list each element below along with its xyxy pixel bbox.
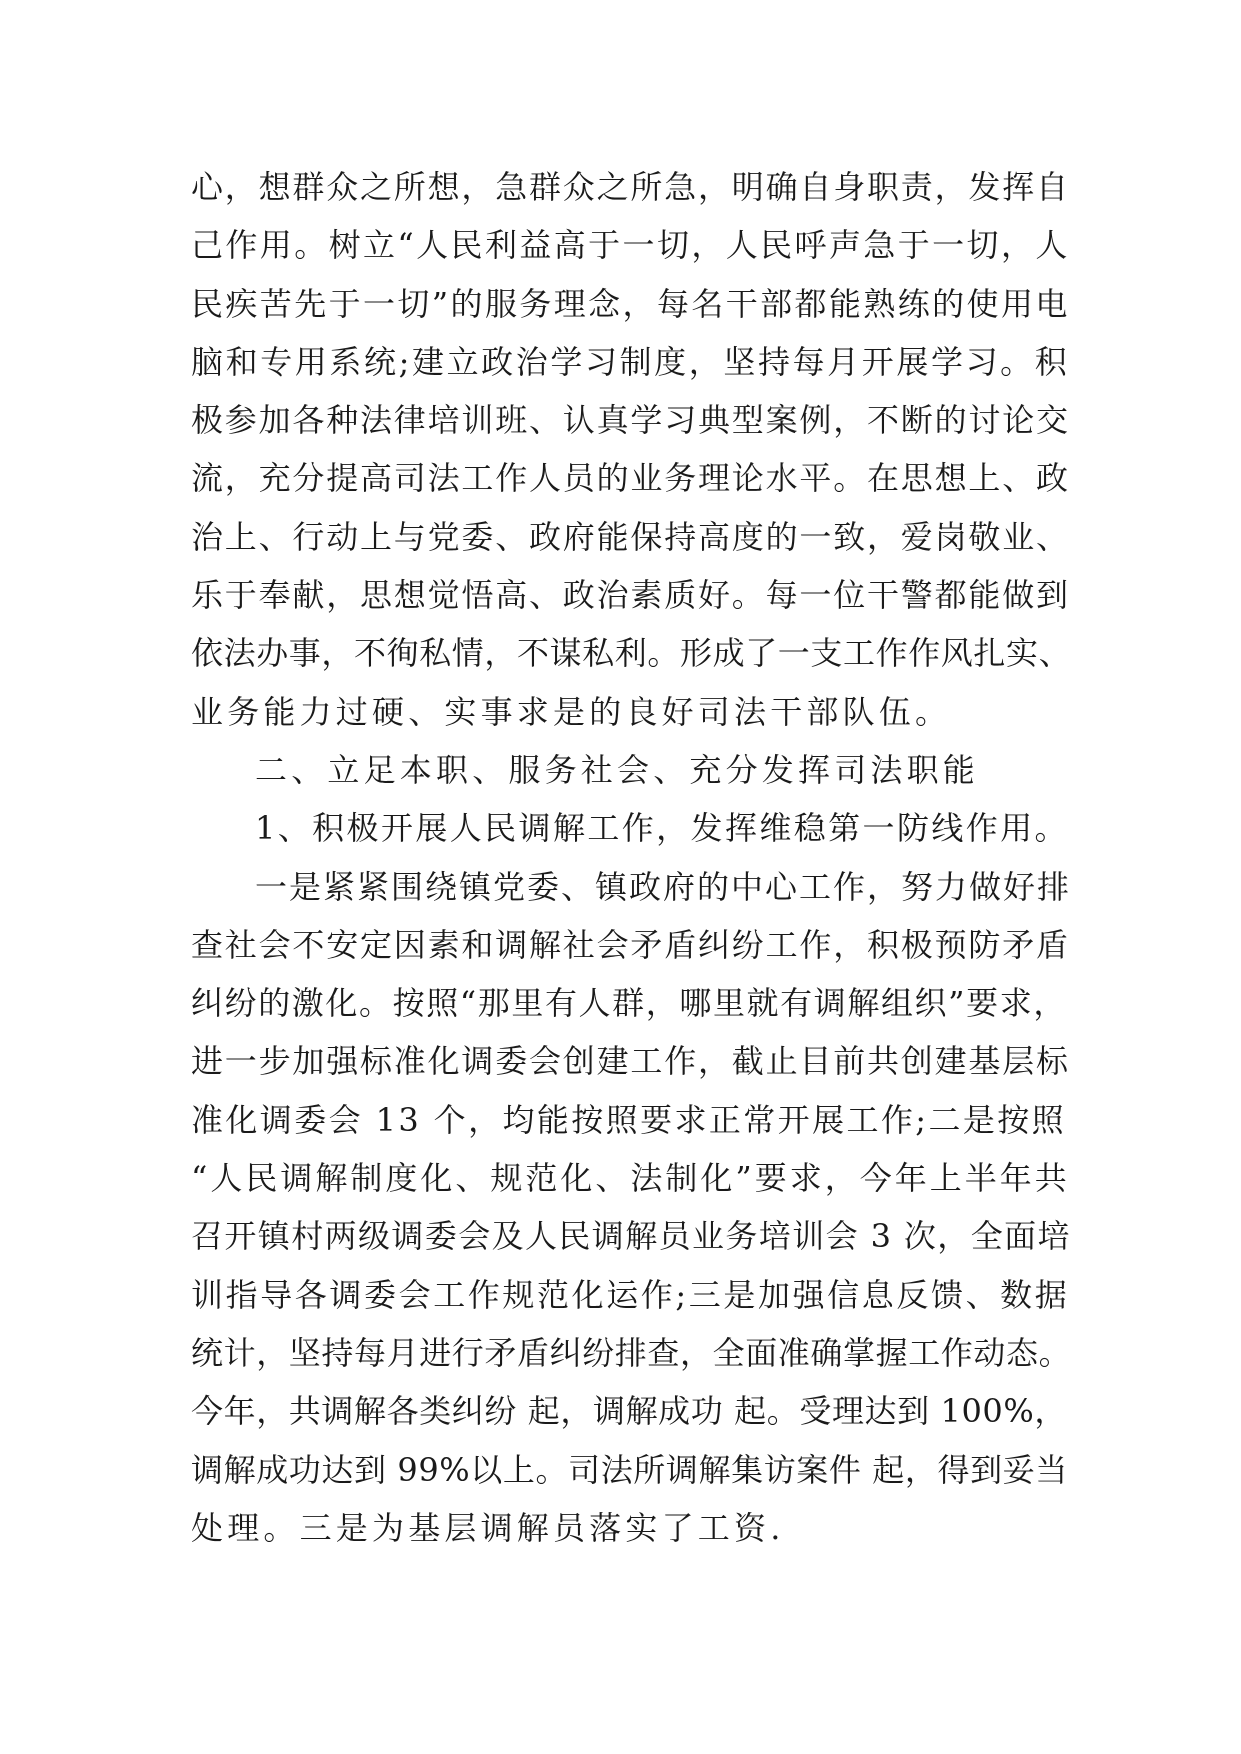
text-line: 召开镇村两级调委会及人民调解员业务培训会 3 次，全面培 bbox=[191, 1217, 1071, 1256]
text-line: 处理。三是为基层调解员落实了工资. bbox=[191, 1508, 785, 1547]
text-line: 进一步加强标准化调委会创建工作，截止目前共创建基层标 bbox=[191, 1042, 1070, 1081]
paragraph-start-line: 二、立足本职、服务社会、充分发挥司法职能 bbox=[255, 750, 980, 789]
text-line: 极参加各种法律培训班、认真学习典型案例，不断的讨论交 bbox=[191, 401, 1070, 440]
text-line: 脑和专用系统;建立政治学习制度，坚持每月开展学习。积 bbox=[191, 342, 1070, 381]
text-line: 乐于奉献，思想觉悟高、政治素质好。每一位干警都能做到 bbox=[191, 576, 1070, 615]
text-line: “人民调解制度化、规范化、法制化”要求，今年上半年共 bbox=[191, 1159, 1070, 1198]
text-line: 纠纷的激化。按照“那里有人群，哪里就有调解组织”要求， bbox=[191, 984, 1067, 1023]
text-line: 业务能力过硬、实事求是的良好司法干部队伍。 bbox=[191, 692, 952, 731]
paragraph-start-line: 一是紧紧围绕镇党委、镇政府的中心工作，努力做好排 bbox=[255, 867, 1072, 906]
text-line: 依法办事，不徇私情，不谋私利。形成了一支工作作风扎实、 bbox=[191, 634, 1072, 673]
text-line: 今年，共调解各类纠纷 起，调解成功 起。受理达到 100%， bbox=[191, 1392, 1068, 1431]
paragraph-start-line: 1、积极开展人民调解工作，发挥维稳第一防线作用。 bbox=[255, 809, 1069, 848]
text-line: 统计，坚持每月进行矛盾纠纷排查，全面准确掌握工作动态。 bbox=[191, 1333, 1072, 1372]
text-line: 准化调委会 13 个，均能按照要求正常开展工作;二是按照 bbox=[191, 1100, 1067, 1139]
text-line: 流，充分提高司法工作人员的业务理论水平。在思想上、政 bbox=[191, 459, 1070, 498]
document-body bbox=[191, 158, 1071, 1557]
text-line: 己作用。树立“人民利益高于一切，人民呼声急于一切，人 bbox=[191, 226, 1070, 265]
text-line: 治上、行动上与党委、政府能保持高度的一致，爱岗敬业、 bbox=[191, 517, 1070, 556]
text-line: 查社会不安定因素和调解社会矛盾纠纷工作，积极预防矛盾 bbox=[191, 925, 1070, 964]
text-line: 调解成功达到 99%以上。司法所调解集访案件 起，得到妥当 bbox=[191, 1450, 1068, 1489]
text-line: 心，想群众之所想，急群众之所急，明确自身职责，发挥自 bbox=[191, 168, 1070, 206]
text-line: 民疾苦先于一切”的服务理念，每名干部都能熟练的使用电 bbox=[191, 284, 1070, 323]
text-line: 训指导各调委会工作规范化运作;三是加强信息反馈、数据 bbox=[191, 1275, 1070, 1314]
